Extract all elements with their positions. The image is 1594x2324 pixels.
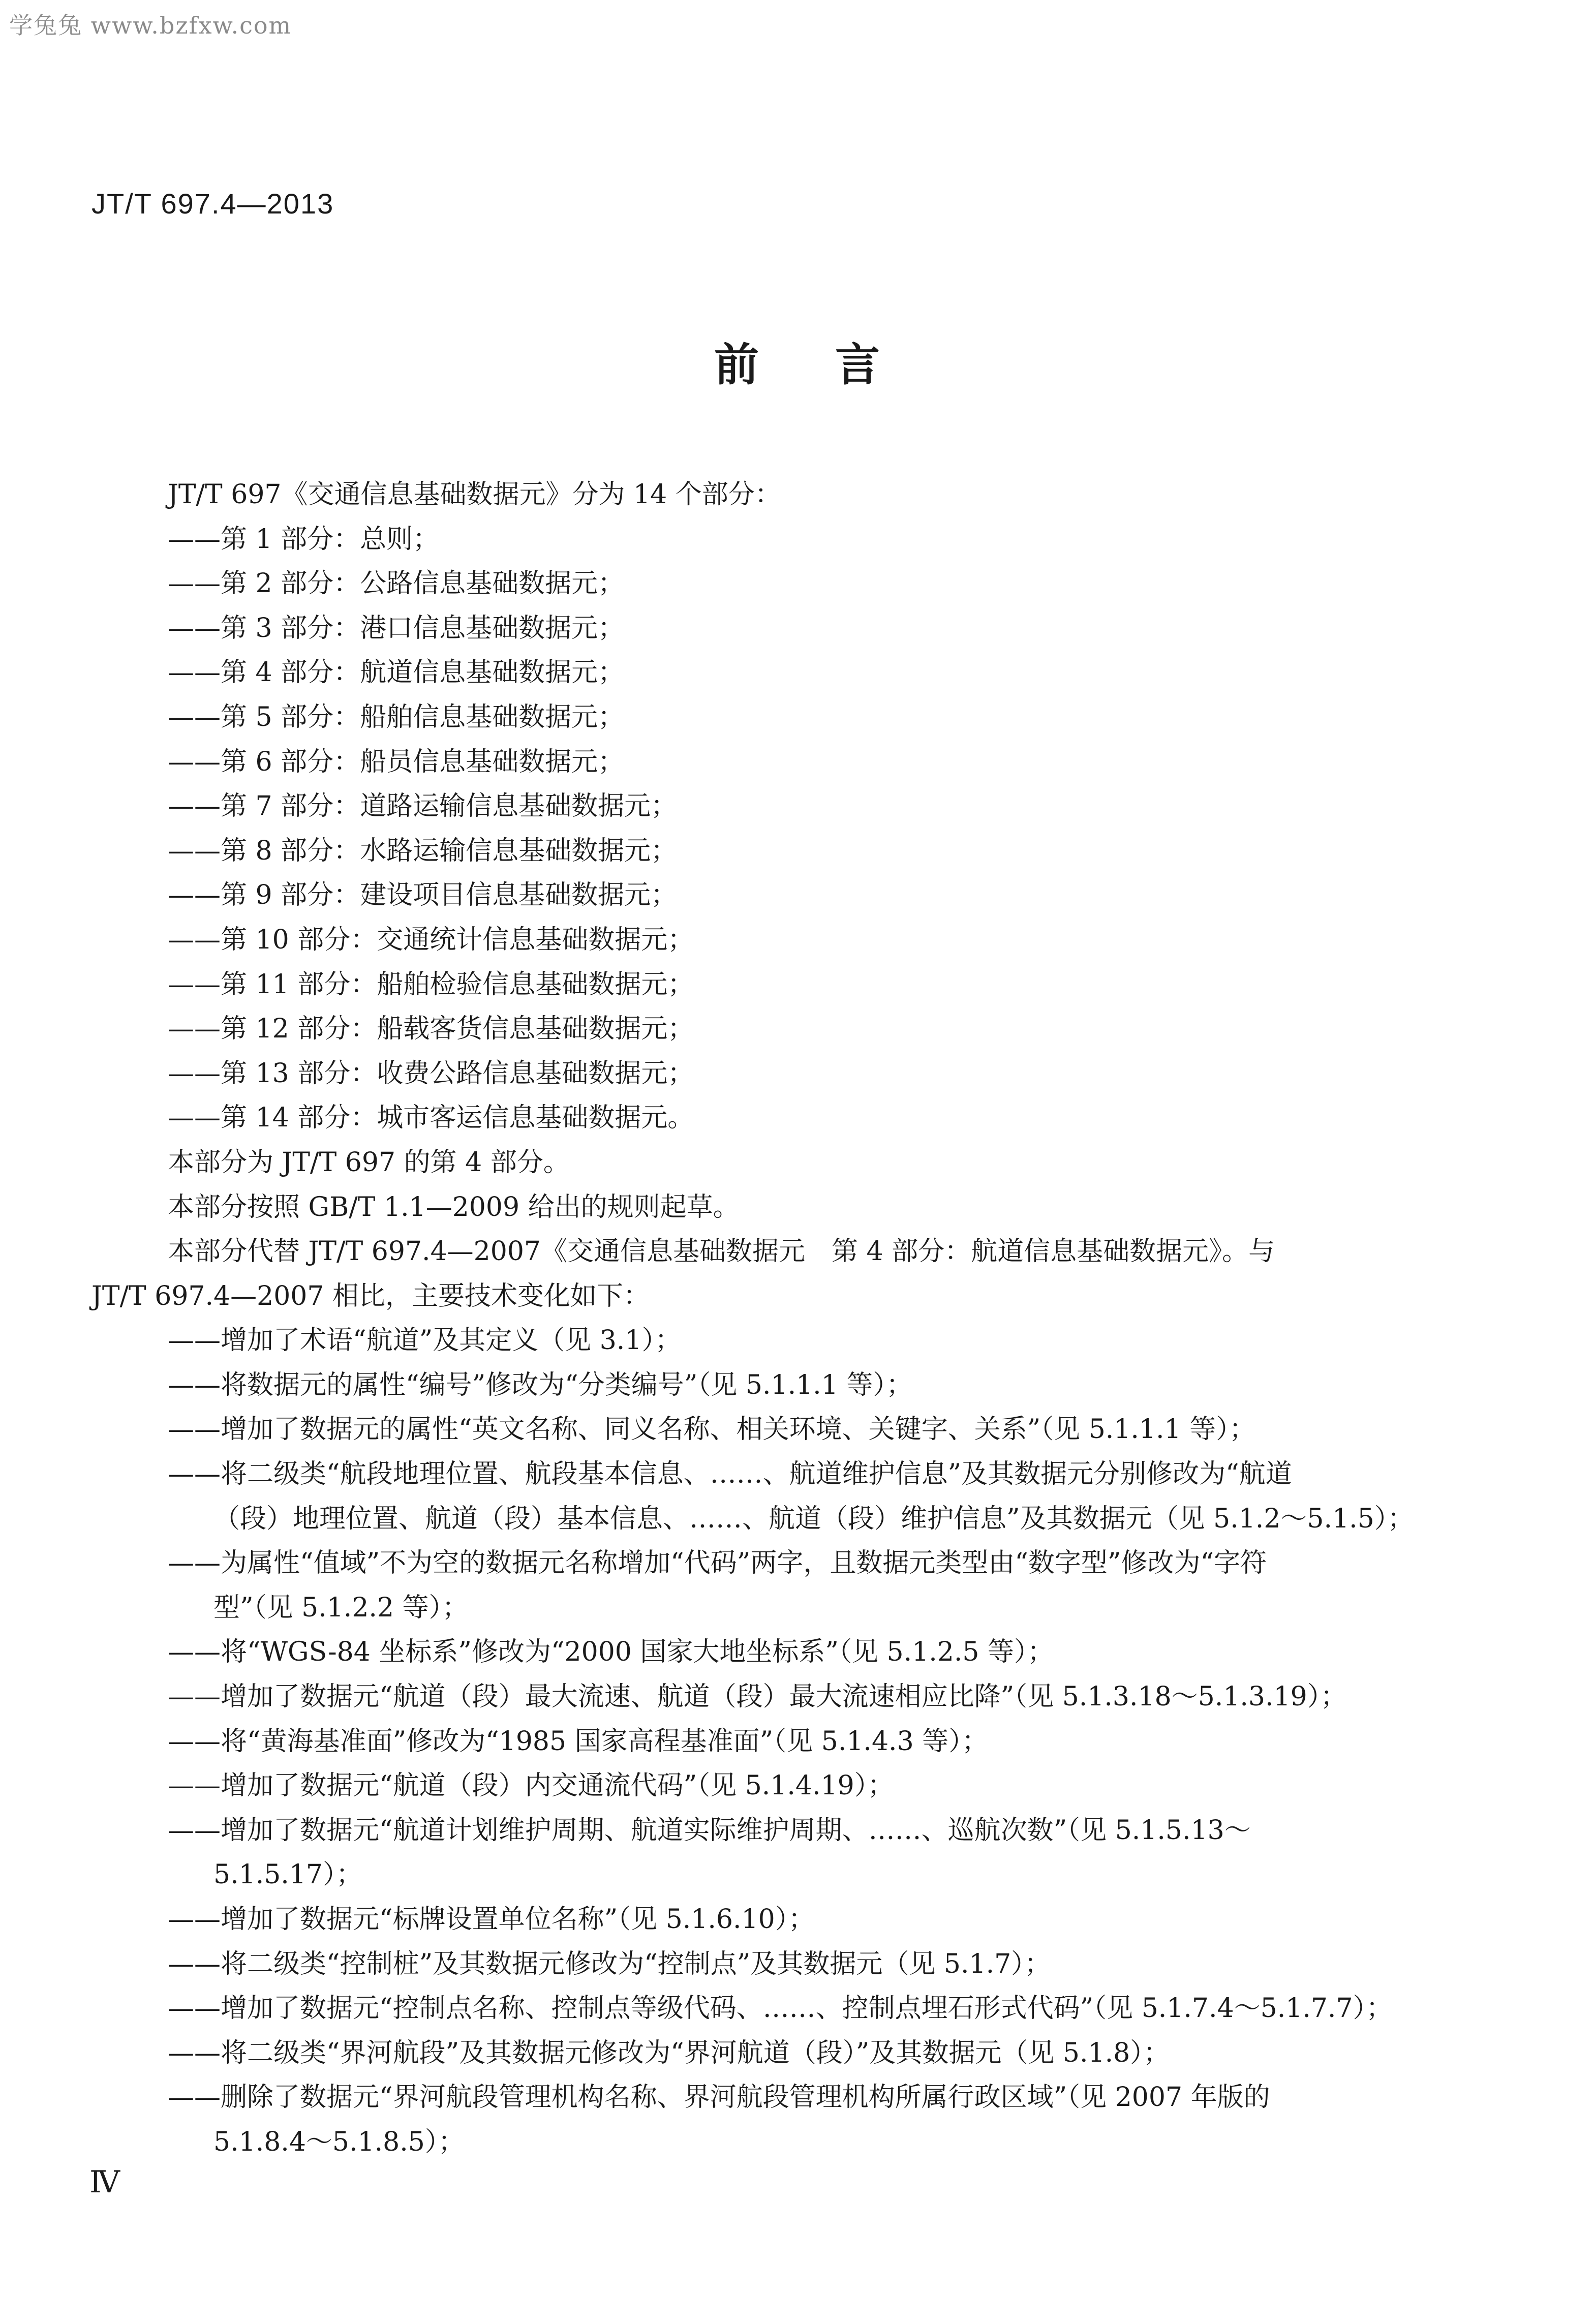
change-list-item-continuation: 型”（见 5.1.2.2 等）；	[213, 1592, 469, 1623]
part-list-item: ——第 9 部分：建设项目信息基础数据元；	[168, 880, 678, 911]
page-number: Ⅳ	[89, 2164, 120, 2200]
part-list-item: ——第 12 部分：船载客货信息基础数据元；	[168, 1014, 694, 1045]
document-code: JT/T 697.4—2013	[91, 188, 334, 220]
change-list-item: ——增加了数据元“航道（段）内交通流代码”（见 5.1.4.19）；	[168, 1770, 894, 1801]
part-list-item: ——第 10 部分：交通统计信息基础数据元；	[168, 924, 694, 955]
body-line: 本部分为 JT/T 697 的第 4 部分。	[168, 1147, 570, 1178]
change-list-item: ——将“黄海基准面”修改为“1985 国家高程基准面”（见 5.1.4.3 等）；	[168, 1726, 989, 1757]
change-list-item: ——将二级类“航段地理位置、航段基本信息、……、航道维护信息”及其数据元分别修改为“航道	[168, 1459, 1292, 1490]
change-list-item-continuation: 5.1.5.17）；	[213, 1859, 363, 1890]
part-list-item: ——第 2 部分：公路信息基础数据元；	[168, 568, 625, 599]
change-list-item: ——将“WGS-84 坐标系”修改为“2000 国家大地坐标系”（见 5.1.2.5 等）；	[168, 1637, 1054, 1668]
part-list-item: ——第 13 部分：收费公路信息基础数据元；	[168, 1058, 694, 1089]
part-list-item: ——第 4 部分：航道信息基础数据元；	[168, 657, 625, 688]
change-list-item: ——增加了数据元的属性“英文名称、同义名称、相关环境、关键字、关系”（见 5.1.1.1 等）；	[168, 1414, 1256, 1445]
change-list-item: ——删除了数据元“界河航段管理机构名称、界河航段管理机构所属行政区域”（见 2007 年版的	[168, 2082, 1270, 2113]
change-list-item: ——增加了数据元“标牌设置单位名称”（见 5.1.6.10）；	[168, 1904, 815, 1935]
site-watermark: 学兔兔 www.bzfxw.com	[9, 12, 292, 39]
change-list-item: ——增加了数据元“航道计划维护周期、航道实际维护周期、……、巡航次数”（见 5.1.5.13～	[168, 1815, 1251, 1846]
change-list-item-continuation: 5.1.8.4～5.1.8.5）；	[213, 2126, 465, 2157]
part-list-item: ——第 1 部分：总则；	[168, 524, 440, 555]
foreword-body	[91, 473, 1423, 2165]
change-list-item: ——将二级类“界河航段”及其数据元修改为“界河航道（段）”及其数据元（见 5.1.8）；	[168, 2037, 1170, 2068]
part-list-item: ——第 14 部分：城市客运信息基础数据元。	[168, 1103, 694, 1134]
part-list-item: ——第 6 部分：船员信息基础数据元；	[168, 746, 625, 777]
change-list-item-continuation: （段）地理位置、航道（段）基本信息、……、航道（段）维护信息”及其数据元（见 5.1.2～5.1.5）；	[213, 1503, 1414, 1534]
change-list-item: ——增加了术语“航道”及其定义（见 3.1）；	[168, 1325, 682, 1356]
part-list-item: ——第 8 部分：水路运输信息基础数据元；	[168, 835, 678, 866]
change-list-item: ——增加了数据元“控制点名称、控制点等级代码、……、控制点埋石形式代码”（见 5.1.7.4～5.1.7.7）；	[168, 1993, 1393, 2024]
change-list-item: ——增加了数据元“航道（段）最大流速、航道（段）最大流速相应比降”（见 5.1.3.18～5.1.3.19）；	[168, 1681, 1347, 1713]
page-title: 前言	[714, 339, 956, 391]
body-line: JT/T 697.4—2007 相比，主要技术变化如下：	[91, 1280, 650, 1311]
body-line: JT/T 697《交通信息基础数据元》分为 14 个部分：	[168, 479, 781, 510]
change-list-item: ——将二级类“控制桩”及其数据元修改为“控制点”及其数据元（见 5.1.7）；	[168, 1948, 1051, 1979]
part-list-item: ——第 3 部分：港口信息基础数据元；	[168, 613, 625, 644]
part-list-item: ——第 11 部分：船舶检验信息基础数据元；	[168, 969, 694, 1000]
body-line: 本部分代替 JT/T 697.4—2007《交通信息基础数据元 第 4 部分：航道信息基础数据元》。与	[168, 1236, 1275, 1267]
change-list-item: ——将数据元的属性“编号”修改为“分类编号”（见 5.1.1.1 等）；	[168, 1369, 913, 1400]
body-line: 本部分按照 GB/T 1.1—2009 给出的规则起草。	[168, 1191, 740, 1222]
part-list-item: ——第 7 部分：道路运输信息基础数据元；	[168, 791, 678, 822]
change-list-item: ——为属性“值域”不为空的数据元名称增加“代码”两字，且数据元类型由“数字型”修改为“字符	[168, 1548, 1267, 1579]
part-list-item: ——第 5 部分：船舶信息基础数据元；	[168, 701, 625, 732]
